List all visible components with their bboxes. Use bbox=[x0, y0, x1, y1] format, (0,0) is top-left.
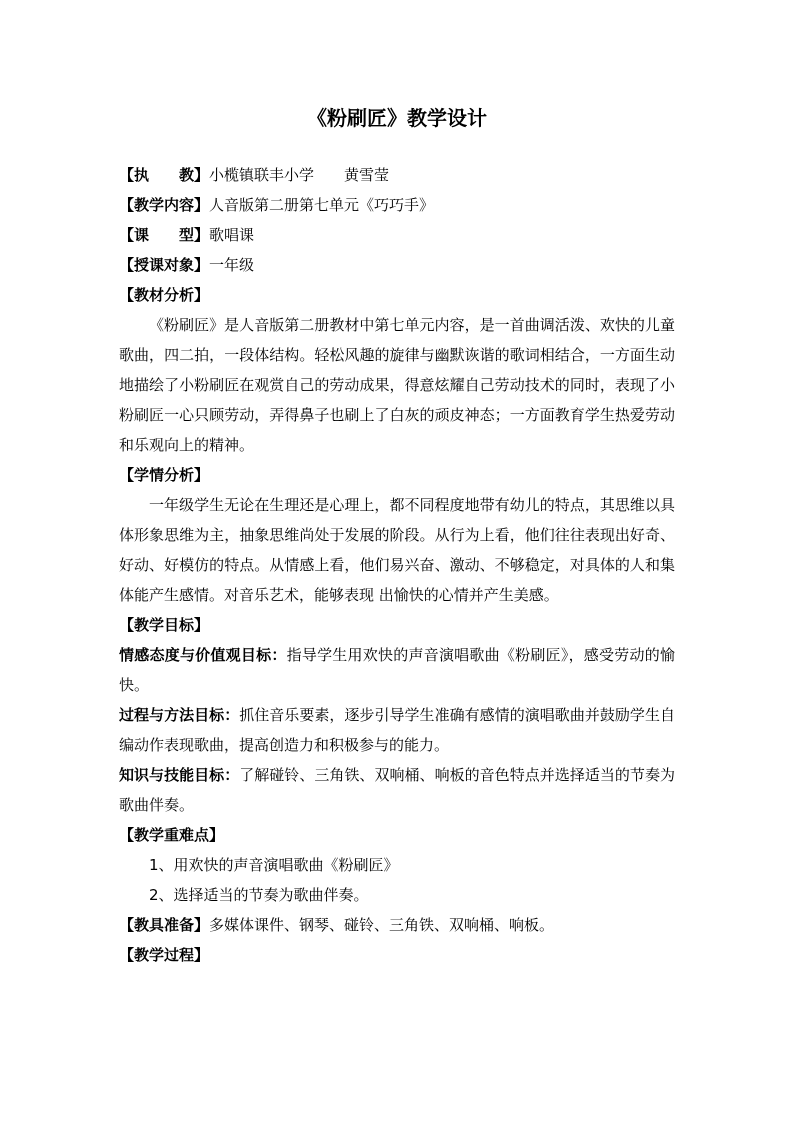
goal-process-label: 过程与方法目标： bbox=[119, 706, 240, 724]
document-body bbox=[119, 160, 675, 970]
type-label: 【课 型】 bbox=[119, 226, 210, 244]
students-heading: 【学情分析】 bbox=[119, 466, 210, 484]
materials-label: 【教具准备】 bbox=[119, 916, 210, 934]
students-paragraph: 一年级学生无论在生理还是心理上，都不同程度地带有幼儿的特点，其思维以具体形象思维为主，抽象思维尚处于发展的阶段。从行为上看，他们往往表现出好奇、好动、好模仿的特点。从情感上看，他们易兴奋、激动、不够稳定，对具体的人和集体能产生感情。对音乐艺术，能够表现 出愉快的心情并产生美感。 bbox=[119, 496, 675, 604]
teacher-label: 【执 教】 bbox=[119, 166, 210, 184]
goal-process-text: 抓住音乐要素，逐步引导学生准确有感情的演唱歌曲并鼓励学生自编动作表现歌曲，提高创造力和积极参与的能力。 bbox=[119, 706, 675, 754]
meta-content bbox=[119, 190, 675, 220]
key-point-item-1: 1、用欢快的声音演唱歌曲《粉刷匠》 bbox=[149, 856, 399, 874]
textbook-heading: 【教材分析】 bbox=[119, 286, 210, 304]
target-value: 一年级 bbox=[209, 256, 255, 274]
goals-heading: 【教学目标】 bbox=[119, 616, 210, 634]
process-heading: 【教学过程】 bbox=[119, 946, 210, 964]
textbook-paragraph: 《粉刷匠》是人音版第二册教材中第七单元内容，是一首曲调活泼、欢快的儿童歌曲，四二拍，一段体结构。轻松风趣的旋律与幽默诙谐的歌词相结合，一方面生动地描绘了小粉刷匠在观赏自己的劳动成果，得意炫耀自己劳动技术的同时，表现了小粉刷匠一心只顾劳动，弄得鼻子也刷上了白灰的顽皮神态；一方面教育学生热爱劳动和乐观向上的精神。 bbox=[119, 316, 675, 454]
document-title: 《粉刷匠》教学设计 bbox=[307, 106, 487, 130]
content-label: 【教学内容】 bbox=[119, 196, 210, 214]
goal-skill-text: 了解碰铃、三角铁、双响桶、响板的音色特点并选择适当的节奏为歌曲伴奏。 bbox=[119, 766, 675, 814]
goal-process bbox=[119, 700, 675, 760]
goal-emotion-label: 情感态度与价值观目标： bbox=[119, 646, 287, 664]
teacher-value: 小榄镇联丰小学 黄雪莹 bbox=[209, 166, 390, 184]
type-value: 歌唱课 bbox=[209, 226, 255, 244]
content-value: 人音版第二册第七单元《巧巧手》 bbox=[209, 196, 435, 214]
materials-line bbox=[119, 910, 675, 940]
key-point-item-2: 2、选择适当的节奏为歌曲伴奏。 bbox=[149, 886, 369, 904]
target-label: 【授课对象】 bbox=[119, 256, 210, 274]
materials-value: 多媒体课件、钢琴、碰铃、三角铁、双响桶、响板。 bbox=[209, 916, 555, 934]
goal-skill-label: 知识与技能目标： bbox=[119, 766, 240, 784]
goal-emotion bbox=[119, 640, 675, 700]
meta-teacher bbox=[119, 160, 675, 190]
goal-emotion-text: 指导学生用欢快的声音演唱歌曲《粉刷匠》，感受劳动的愉快。 bbox=[119, 646, 675, 694]
goal-skill bbox=[119, 760, 675, 820]
meta-target bbox=[119, 250, 675, 280]
key-points-heading: 【教学重难点】 bbox=[119, 826, 225, 844]
meta-type bbox=[119, 220, 675, 250]
